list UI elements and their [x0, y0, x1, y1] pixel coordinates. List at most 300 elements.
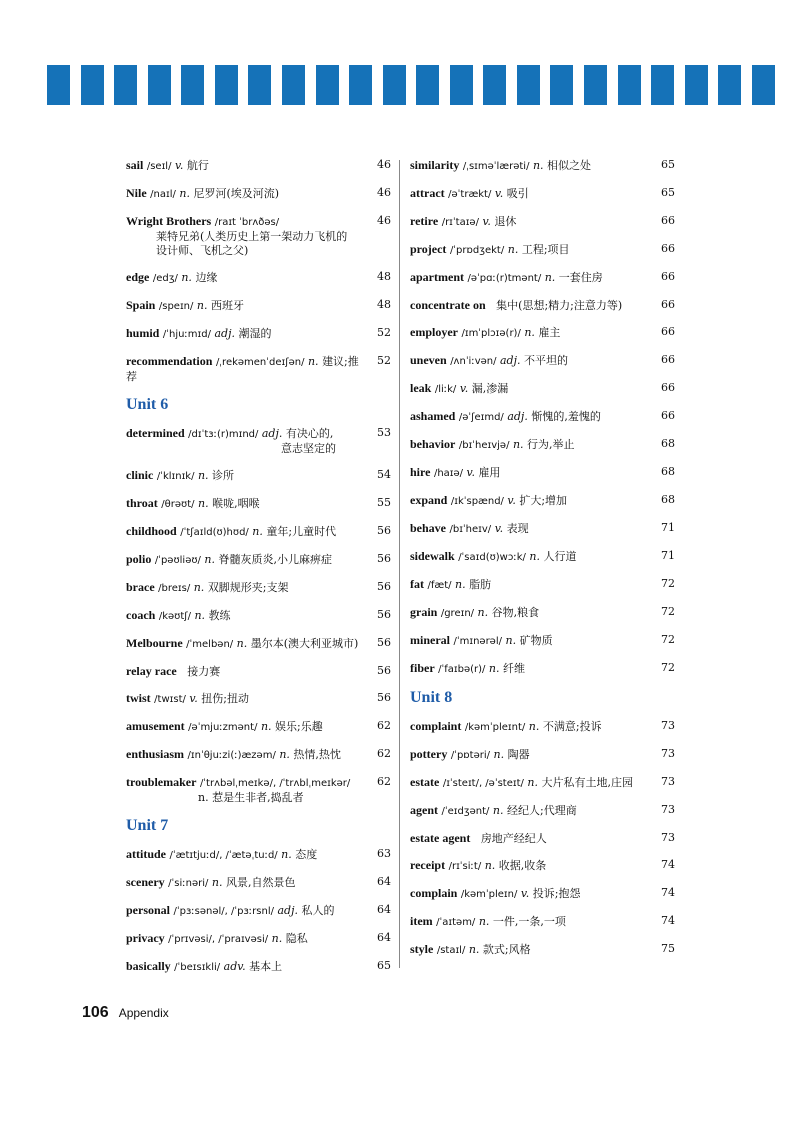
entry-definition-line: n. 惹是生非者,捣乱者: [198, 791, 304, 804]
entry-part-of-speech: n.: [478, 915, 490, 928]
entry-phonetic: /ˈeɪdʒənt/: [441, 806, 490, 817]
banner-block: [349, 65, 372, 105]
entry-page-ref: 71: [661, 521, 675, 534]
entry-word: expand: [410, 493, 448, 507]
entry-part-of-speech: v.: [520, 887, 530, 900]
entry-phonetic: /greɪn/: [440, 608, 475, 619]
entry-phonetic: /ʌnˈiːvən/: [450, 356, 497, 367]
glossary-entry: [126, 608, 391, 624]
entry-page-ref: 53: [377, 426, 391, 439]
entry-definition: 大片私有土地,庄园: [541, 776, 633, 789]
banner-block: [483, 65, 506, 105]
entry-word: scenery: [126, 875, 165, 889]
entry-word: receipt: [410, 858, 446, 872]
entry-phonetic: /raɪt ˈbrʌðəs/: [214, 217, 280, 228]
page-footer: [82, 1004, 169, 1022]
banner-block: [181, 65, 204, 105]
entry-part-of-speech: n.: [279, 748, 290, 761]
entry-page-ref: 68: [661, 437, 675, 450]
entry-phonetic: /rɪˈsiːt/: [448, 861, 482, 872]
entry-word: grain: [410, 605, 438, 619]
entry-definition: 西班牙: [210, 299, 244, 312]
entry-phonetic: /seɪl/: [146, 161, 172, 172]
entry-page-ref: 64: [377, 931, 391, 944]
entry-word: project: [410, 242, 447, 256]
entry-word: pottery: [410, 747, 448, 761]
entry-definition: 态度: [295, 848, 318, 861]
glossary-entry: [126, 326, 391, 342]
entry-definition: 雇用: [478, 466, 501, 479]
glossary-entry: [410, 270, 675, 286]
entry-word: recommendation: [126, 354, 213, 368]
glossary-column-right: [410, 158, 675, 970]
banner-block: [215, 65, 238, 105]
entry-part-of-speech: v.: [459, 382, 469, 395]
entry-phonetic: /breɪs/: [158, 583, 191, 594]
entry-word: determined: [126, 426, 185, 440]
entry-definition: 房地产经纪人: [480, 832, 547, 845]
banner-block: [685, 65, 708, 105]
entry-definition: 双脚规形夹;支架: [207, 581, 289, 594]
entry-part-of-speech: n.: [196, 299, 208, 312]
entry-word: complaint: [410, 719, 462, 733]
glossary-entry: [126, 552, 391, 568]
glossary-entry: [410, 803, 675, 819]
entry-definition: 潮湿的: [238, 327, 272, 340]
glossary-entry: [126, 959, 391, 975]
banner-block: [752, 65, 775, 105]
entry-phonetic: /kəʊtʃ/: [158, 611, 191, 622]
entry-page-ref: 66: [661, 325, 675, 338]
column-divider: [399, 160, 400, 968]
entry-part-of-speech: n.: [204, 553, 215, 566]
entry-definition: 风景,自然景色: [225, 876, 296, 889]
entry-part-of-speech: n.: [197, 469, 209, 482]
entry-page-ref: 56: [377, 664, 391, 677]
entry-definition: 不平坦的: [524, 354, 569, 367]
entry-definition: 收据,收条: [498, 859, 547, 872]
glossary-entry: [126, 903, 391, 919]
entry-part-of-speech: v.: [494, 187, 504, 200]
entry-page-ref: 74: [661, 886, 675, 899]
entry-word: humid: [126, 326, 160, 340]
entry-phonetic: /liːk/: [434, 384, 457, 395]
entry-definition: 工程;项目: [521, 243, 570, 256]
entry-part-of-speech: n.: [488, 662, 500, 675]
entry-definition: 雇主: [538, 326, 561, 339]
entry-phonetic: /ˈbeɪsɪkli/: [174, 962, 221, 973]
entry-word: throat: [126, 496, 158, 510]
entry-definition: 吸引: [506, 187, 529, 200]
entry-word: basically: [126, 959, 171, 973]
entry-word: behavior: [410, 437, 456, 451]
entry-part-of-speech: n.: [505, 634, 517, 647]
entry-word: relay race: [126, 664, 177, 678]
entry-part-of-speech: n.: [252, 525, 263, 538]
glossary-entry: [126, 691, 391, 707]
entry-part-of-speech: v.: [466, 466, 475, 479]
entry-word: similarity: [410, 158, 460, 172]
entry-definition: 童年;儿童时代: [266, 525, 337, 538]
entry-word: retire: [410, 214, 439, 228]
entry-definition: 喉咙,咽喉: [212, 497, 260, 510]
entry-definition: 边缘: [195, 271, 218, 284]
entry-word: agent: [410, 803, 438, 817]
entry-word: amusement: [126, 719, 185, 733]
entry-word: clinic: [126, 468, 154, 482]
entry-definition: 热情,热忱: [293, 748, 341, 761]
entry-part-of-speech: n.: [484, 859, 496, 872]
entry-page-ref: 62: [377, 747, 391, 760]
entry-phonetic: /ɪˈsteɪt/, /əˈsteɪt/: [442, 778, 524, 789]
entry-page-ref: 56: [377, 636, 391, 649]
entry-word: Wright Brothers: [126, 214, 212, 228]
entry-definition: 集中(思想;精力;注意力等): [496, 299, 623, 312]
glossary-entry: [126, 496, 391, 512]
entry-page-ref: 65: [377, 959, 391, 972]
entry-part-of-speech: n.: [544, 271, 556, 284]
entry-page-ref: 72: [661, 661, 675, 674]
entry-part-of-speech: n.: [493, 748, 505, 761]
entry-phonetic: /bɪˈheɪv/: [449, 524, 492, 535]
entry-part-of-speech: adj.: [500, 354, 521, 367]
entry-part-of-speech: n.: [477, 606, 489, 619]
entry-page-ref: 73: [661, 719, 675, 732]
entry-phonetic: /ɪmˈplɔɪə(r)/: [461, 328, 521, 339]
entry-word: style: [410, 942, 434, 956]
banner-block: [383, 65, 406, 105]
entry-page-ref: 46: [377, 214, 391, 227]
unit-heading: Unit 7: [126, 817, 169, 834]
entry-phonetic: /ɪnˈθjuːzi(ː)æzəm/: [187, 750, 276, 761]
entry-phonetic: /ˈprɪvəsi/, /ˈpraɪvəsi/: [168, 934, 269, 945]
entry-part-of-speech: n.: [455, 578, 466, 591]
glossary-entry: [410, 886, 675, 902]
glossary-column-left: [126, 158, 391, 987]
glossary-entry: [410, 633, 675, 649]
banner-block: [416, 65, 439, 105]
glossary-entry: [410, 831, 675, 846]
entry-word: item: [410, 914, 433, 928]
entry-word: Nile: [126, 186, 147, 200]
glossary-entry: [410, 605, 675, 621]
entry-page-ref: 75: [661, 942, 675, 955]
glossary-entry: [410, 577, 675, 593]
glossary-entry: [126, 719, 391, 735]
entry-definition: 漏,渗漏: [471, 382, 509, 395]
entry-word: polio: [126, 552, 152, 566]
entry-page-ref: 64: [377, 903, 391, 916]
page-number: 106: [82, 1004, 109, 1021]
entry-page-ref: 56: [377, 608, 391, 621]
entry-word: attitude: [126, 847, 166, 861]
entry-page-ref: 46: [377, 186, 391, 199]
entry-definition: 投诉;抱怨: [532, 887, 581, 900]
glossary-entry: [410, 661, 675, 677]
entry-word: uneven: [410, 353, 447, 367]
entry-definition: 扩大;增加: [519, 494, 568, 507]
glossary-entry: [126, 354, 391, 384]
glossary-entry: [410, 942, 675, 958]
entry-page-ref: 73: [661, 775, 675, 788]
glossary-entry: [410, 325, 675, 341]
banner-block: [282, 65, 305, 105]
entry-phonetic: /əˈpɑː(r)tmənt/: [467, 273, 542, 284]
entry-definition: 诊所: [212, 469, 235, 482]
entry-page-ref: 74: [661, 858, 675, 871]
entry-part-of-speech: n.: [492, 804, 504, 817]
glossary-entry: [126, 775, 391, 805]
entry-page-ref: 73: [661, 803, 675, 816]
entry-page-ref: 55: [377, 496, 391, 509]
entry-definition: 表现: [506, 522, 529, 535]
entry-definition: 一套住房: [558, 271, 603, 284]
entry-definition: 陶器: [507, 748, 530, 761]
glossary-entry: [410, 521, 675, 537]
entry-page-ref: 52: [377, 326, 391, 339]
entry-phonetic: /bɪˈheɪvjə/: [458, 440, 510, 451]
entry-part-of-speech: n.: [193, 581, 205, 594]
entry-phonetic: /staɪl/: [436, 945, 466, 956]
glossary-entry: [410, 437, 675, 453]
glossary-entry: [410, 242, 675, 258]
entry-phonetic: /ˌrekəmenˈdeɪʃən/: [215, 357, 305, 368]
glossary-entry: [410, 465, 675, 481]
entry-phonetic: /ˈpɒtəri/: [450, 750, 490, 761]
glossary-entry: [410, 775, 675, 791]
glossary-entry: [410, 858, 675, 874]
entry-word: sail: [126, 158, 144, 172]
entry-phonetic: /speɪn/: [158, 301, 194, 312]
entry-phonetic: /rɪˈtaɪə/: [441, 217, 479, 228]
banner-block: [148, 65, 171, 105]
entry-phonetic: /ˌsɪməˈlærəti/: [462, 161, 530, 172]
entry-phonetic: /əˈtrækt/: [448, 189, 492, 200]
glossary-entry: [126, 158, 391, 174]
entry-definition: 款式;风格: [482, 943, 531, 956]
unit-heading: Unit 8: [410, 689, 453, 706]
entry-word: complain: [410, 886, 458, 900]
glossary-entry: [410, 409, 675, 425]
glossary-entry: [410, 719, 675, 735]
glossary-entry: [126, 426, 391, 456]
entry-definition: 脂肪: [469, 578, 492, 591]
entry-definition: 建议;推荐: [126, 355, 359, 383]
banner-block: [81, 65, 104, 105]
entry-page-ref: 56: [377, 524, 391, 537]
entry-word: troublemaker: [126, 775, 197, 789]
entry-part-of-speech: n.: [236, 637, 248, 650]
entry-part-of-speech: n.: [468, 943, 480, 956]
entry-phonetic: /ˈtʃaɪld(ʊ)hʊd/: [180, 527, 249, 538]
entry-part-of-speech: n.: [211, 876, 223, 889]
entry-part-of-speech: adj.: [214, 327, 235, 340]
entry-phonetic: /ˈmelbən/: [186, 639, 234, 650]
entry-definition: 尼罗河(埃及河流): [193, 187, 280, 200]
entry-word: employer: [410, 325, 458, 339]
entry-word: fiber: [410, 661, 435, 675]
footer-label: Appendix: [118, 1006, 169, 1020]
entry-part-of-speech: n.: [271, 932, 283, 945]
entry-word: fat: [410, 577, 424, 591]
entry-page-ref: 66: [661, 381, 675, 394]
entry-phonetic: /twɪst/: [154, 694, 186, 705]
entry-part-of-speech: v.: [174, 159, 184, 172]
entry-part-of-speech: n.: [512, 438, 524, 451]
entry-definition: 基本上: [249, 960, 283, 973]
header-banner: [47, 65, 775, 105]
entry-word: Melbourne: [126, 636, 183, 650]
entry-phonetic: /θrəʊt/: [161, 499, 195, 510]
entry-page-ref: 68: [661, 493, 675, 506]
entry-definition: 一件,一条,一项: [492, 915, 566, 928]
banner-block: [550, 65, 573, 105]
entry-part-of-speech: v.: [189, 692, 198, 705]
entry-definition: 教练: [208, 609, 231, 622]
entry-definition: 矿物质: [519, 634, 553, 647]
entry-page-ref: 48: [377, 298, 391, 311]
entry-part-of-speech: adj.: [261, 427, 283, 440]
entry-page-ref: 66: [661, 298, 675, 311]
entry-phonetic: /kəmˈpleɪnt/: [464, 722, 526, 733]
entry-word: sidewalk: [410, 549, 455, 563]
entry-page-ref: 48: [377, 270, 391, 283]
entry-word: brace: [126, 580, 155, 594]
glossary-entry: [126, 468, 391, 484]
entry-phonetic: /dɪˈtɜː(r)mɪnd/: [188, 429, 259, 440]
entry-part-of-speech: n.: [528, 720, 540, 733]
entry-page-ref: 64: [377, 875, 391, 888]
entry-definition: 相似之处: [547, 159, 592, 172]
entry-part-of-speech: n.: [529, 550, 540, 563]
entry-word: Spain: [126, 298, 156, 312]
entry-part-of-speech: n.: [181, 271, 192, 284]
entry-definition: 私人的: [301, 904, 335, 917]
entry-part-of-speech: adj.: [507, 410, 528, 423]
entry-page-ref: 56: [377, 552, 391, 565]
glossary-entry: [410, 914, 675, 930]
entry-definition: 扭伤;扭动: [201, 692, 249, 705]
entry-definition: 行为,举止: [527, 438, 575, 451]
glossary-entry: [410, 214, 675, 230]
entry-page-ref: 66: [661, 214, 675, 227]
entry-page-ref: 65: [661, 186, 675, 199]
entry-phonetic: /ˈætɪtjuːd/, /ˈætəˌtuːd/: [169, 850, 278, 861]
banner-block: [718, 65, 741, 105]
entry-word: apartment: [410, 270, 464, 284]
glossary-entry: [410, 158, 675, 174]
entry-phonetic: /haɪə/: [433, 468, 464, 479]
entry-word: twist: [126, 691, 151, 705]
entry-word: edge: [126, 270, 150, 284]
glossary-entry: [126, 524, 391, 540]
entry-part-of-speech: adv.: [223, 960, 246, 973]
entry-phonetic: /ˈpɜːsənəl/, /ˈpɜːrsnl/: [173, 906, 274, 917]
entry-page-ref: 68: [661, 465, 675, 478]
entry-definition: 娱乐;乐趣: [275, 720, 323, 733]
glossary-entry: [410, 549, 675, 565]
entry-word: attract: [410, 186, 445, 200]
entry-word: mineral: [410, 633, 450, 647]
entry-page-ref: 73: [661, 831, 675, 844]
entry-definition: 脊髓灰质炎,小儿麻痹症: [218, 553, 332, 566]
entry-definition-line: 莱特兄弟(人类历史上第一架动力飞机的: [156, 230, 348, 243]
entry-phonetic: /əˈmjuːzmənt/: [188, 722, 258, 733]
entry-page-ref: 73: [661, 747, 675, 760]
banner-block: [450, 65, 473, 105]
entry-part-of-speech: n.: [194, 609, 206, 622]
entry-word: estate: [410, 775, 440, 789]
entry-page-ref: 66: [661, 270, 675, 283]
banner-block: [248, 65, 271, 105]
entry-page-ref: 74: [661, 914, 675, 927]
entry-phonetic: /ˈaɪtəm/: [436, 917, 476, 928]
entry-phonetic: /fæt/: [427, 580, 452, 591]
glossary-entry: [410, 353, 675, 369]
entry-word: privacy: [126, 931, 165, 945]
entry-page-ref: 72: [661, 605, 675, 618]
glossary-entry: [126, 747, 391, 763]
entry-page-ref: 52: [377, 354, 391, 367]
entry-word: ashamed: [410, 409, 456, 423]
entry-page-ref: 63: [377, 847, 391, 860]
entry-definition: 不满意;投诉: [542, 720, 602, 733]
entry-phonetic: /naɪl/: [150, 189, 176, 200]
banner-block: [584, 65, 607, 105]
entry-part-of-speech: n.: [527, 776, 538, 789]
entry-page-ref: 72: [661, 633, 675, 646]
entry-phonetic: /əˈʃeɪmd/: [458, 412, 504, 423]
entry-phonetic: /ˈprɒdʒekt/: [449, 245, 505, 256]
banner-block: [517, 65, 540, 105]
entry-part-of-speech: v.: [507, 494, 516, 507]
entry-page-ref: 66: [661, 242, 675, 255]
entry-word: estate agent: [410, 831, 471, 845]
banner-block: [651, 65, 674, 105]
entry-definition: 航行: [186, 159, 209, 172]
entry-definition-line: 意志坚定的: [281, 442, 336, 455]
entry-word: childhood: [126, 524, 177, 538]
glossary-entry: [126, 847, 391, 863]
entry-part-of-speech: n.: [307, 355, 319, 368]
entry-phonetic: /ˈmɪnərəl/: [453, 636, 502, 647]
glossary-entry: [126, 931, 391, 947]
glossary-entry: [410, 493, 675, 509]
entry-definition: 接力赛: [187, 665, 221, 678]
unit-heading: Unit 6: [126, 396, 169, 413]
entry-page-ref: 62: [377, 719, 391, 732]
entry-part-of-speech: n.: [281, 848, 292, 861]
entry-phonetic: /kəmˈpleɪn/: [460, 889, 518, 900]
entry-definition: 经纪人;代理商: [506, 804, 577, 817]
entry-page-ref: 46: [377, 158, 391, 171]
glossary-entry: [126, 636, 391, 652]
entry-page-ref: 65: [661, 158, 675, 171]
entry-phonetic: /ˈklɪnɪk/: [156, 471, 195, 482]
entry-word: concentrate on: [410, 298, 486, 312]
glossary-entry: [126, 214, 391, 258]
entry-page-ref: 54: [377, 468, 391, 481]
entry-phonetic: /ˈtrʌbəlˌmeɪkə/, /ˈtrʌblˌmeɪkər/: [199, 778, 351, 789]
glossary-entry: [126, 664, 391, 679]
entry-part-of-speech: n.: [532, 159, 544, 172]
entry-part-of-speech: n.: [524, 326, 535, 339]
entry-phonetic: /ˈpəʊliəʊ/: [154, 555, 201, 566]
entry-page-ref: 62: [377, 775, 391, 788]
entry-page-ref: 66: [661, 409, 675, 422]
glossary-entry: [126, 270, 391, 286]
entry-part-of-speech: n.: [260, 720, 272, 733]
